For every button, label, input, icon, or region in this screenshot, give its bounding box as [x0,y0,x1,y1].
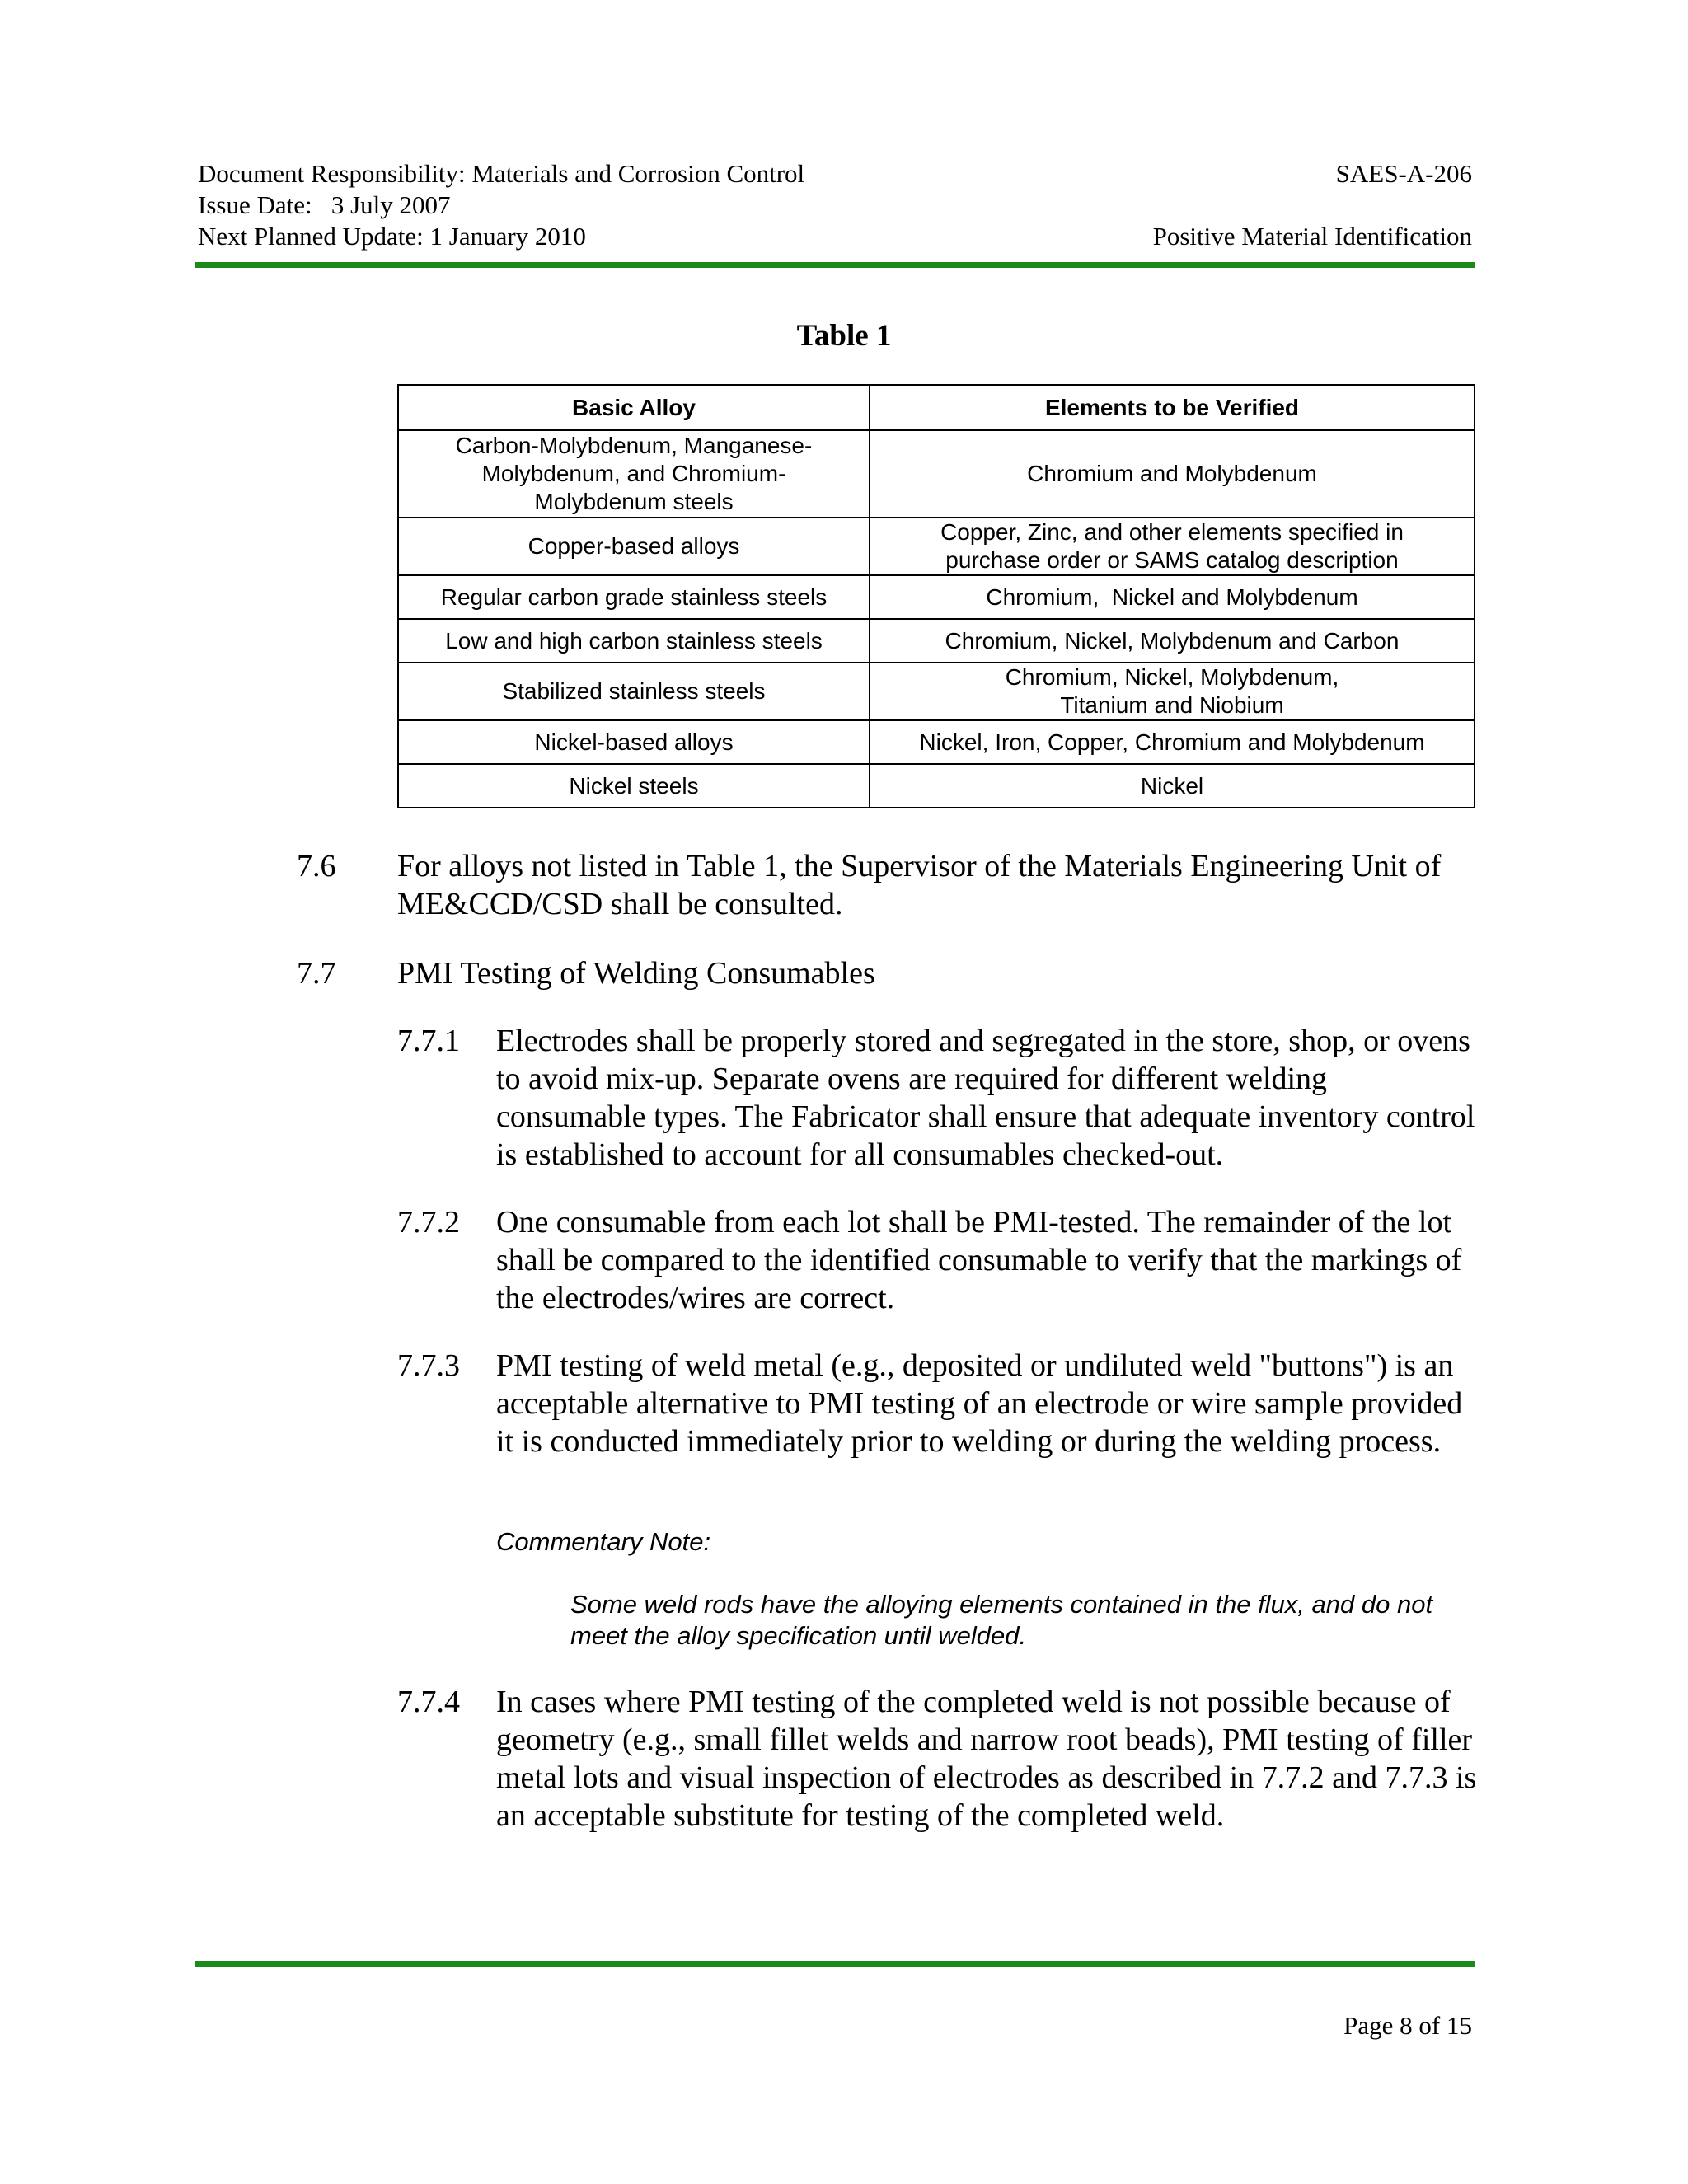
commentary-text: Some weld rods have the alloying elements contained in the flux, and do not meet the alloy specification until welded. [570,1590,1433,1650]
table-row [398,575,1475,619]
table-header-row [398,385,1475,430]
table-title: Table 1 [796,319,892,353]
section-text: Electrodes shall be properly stored and segregated in the store, shop, or ovens to avoid mix-up. Separate ovens are required for different welding consumable types. The Fabricator shall ensure that adequate inventory control is established to account for all consumables checked-out. [496,1024,1475,1172]
section-text: PMI testing of weld metal (e.g., deposited or undiluted weld "buttons") is an acceptable alternative to PMI testing of an electrode or wire sample provided it is conducted immediately prior to welding or during the welding process. [496,1348,1463,1459]
table-cell: Nickel steels [398,764,870,808]
section-number: 7.7.4 [397,1685,460,1719]
document-subject: Positive Material Identification [1152,222,1472,251]
footer-rule [195,1961,1475,1967]
table-row [398,764,1475,808]
table-cell: Low and high carbon stainless steels [398,619,870,663]
table-cell: Regular carbon grade stainless steels [398,575,870,619]
header-rule [195,262,1475,268]
table-cell: Chromium, Nickel, Molybdenum and Carbon [870,619,1475,663]
section-number: 7.7.1 [397,1024,460,1058]
table-cell: Stabilized stainless steels [398,663,870,720]
column-header: Basic Alloy [398,385,870,430]
section-number: 7.7.2 [397,1205,460,1240]
table-cell: Nickel-based alloys [398,720,870,764]
section-number: 7.7 [297,956,336,991]
table-cell: Carbon-Molybdenum, Manganese-Molybdenum, and Chromium-Molybdenum steels [398,430,870,518]
document-header [198,158,1472,252]
page-number: Page 8 of 15 [1343,2011,1472,2040]
section-number: 7.6 [297,849,336,883]
commentary-label: Commentary Note: [496,1527,711,1556]
document-id: SAES-A-206 [1335,159,1472,188]
table-cell: Copper, Zinc, and other elements specified in purchase order or SAMS catalog description [870,518,1475,575]
section-text: One consumable from each lot shall be PMI-tested. The remainder of the lot shall be compared to the identified consumable to verify that the markings of the electrodes/wires are correct. [496,1205,1462,1315]
table-cell: Copper-based alloys [398,518,870,575]
column-header: Elements to be Verified [870,385,1475,430]
section-text: In cases where PMI testing of the completed weld is not possible because of geometry (e.g., small fillet welds and narrow root beads), PMI testing of filler metal lots and visual inspection of electrodes as described in 7.7.2 and 7.7.3 is an acceptable substitute for testing of the completed weld. [496,1685,1477,1833]
section-heading: PMI Testing of Welding Consumables [397,956,875,991]
table-cell: Nickel, Iron, Copper, Chromium and Molybdenum [870,720,1475,764]
table-row [398,619,1475,663]
alloy-table [397,384,1475,808]
responsibility-text: Document Responsibility: Materials and Corrosion Control [198,159,805,188]
table-row [398,720,1475,764]
section-number: 7.7.3 [397,1348,460,1383]
table-cell: Nickel [870,764,1475,808]
table-row [398,518,1475,575]
table-cell: Chromium, Nickel and Molybdenum [870,575,1475,619]
table-row [398,430,1475,518]
table-cell: Chromium and Molybdenum [870,430,1475,518]
table-cell: Chromium, Nickel, Molybdenum, Titanium and Niobium [870,663,1475,720]
issue-date: Issue Date: 3 July 2007 [198,190,451,219]
next-update: Next Planned Update: 1 January 2010 [198,222,586,251]
table-row [398,663,1475,720]
section-text: For alloys not listed in Table 1, the Supervisor of the Materials Engineering Unit of ME&CCD/CSD shall be consulted. [397,849,1442,921]
